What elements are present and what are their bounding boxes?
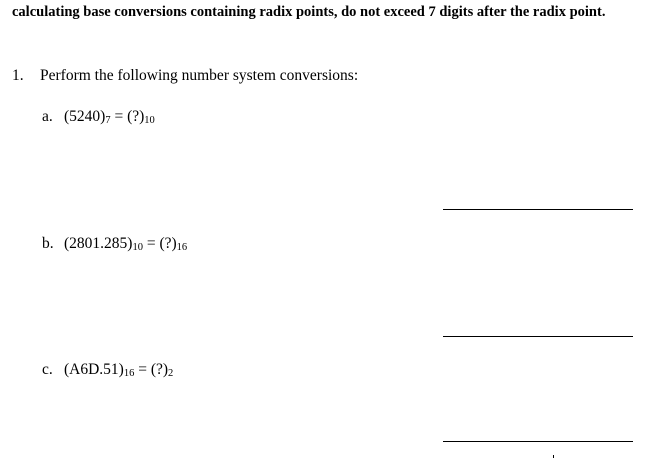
part-b — [42, 235, 187, 253]
part-b-rhs-base: 16 — [176, 242, 188, 253]
question-1 — [12, 67, 358, 85]
part-b-lhs: (2801.285) — [64, 235, 133, 252]
part-a-lhs-base: 7 — [105, 115, 111, 126]
instructions-text: calculating base conversions containing radix points, do not exceed 7 digits after the radix point. — [12, 4, 606, 20]
part-b-letter: b. — [42, 235, 54, 252]
part-a-rhs-base: 10 — [144, 115, 155, 126]
part-c-lhs: (A6D.51) — [64, 361, 124, 378]
part-b-lhs-base: 10 — [132, 242, 143, 253]
part-a-equals: = (?) — [110, 108, 145, 125]
part-b-equals: = (?) — [142, 235, 177, 252]
part-c — [42, 361, 173, 379]
question-number: 1. — [12, 67, 24, 84]
part-c-letter: c. — [42, 361, 53, 378]
part-a-answer-line[interactable] — [443, 209, 633, 210]
part-c-rhs-base: 2 — [168, 368, 174, 379]
part-b-answer-line[interactable] — [443, 336, 633, 337]
part-c-answer-line[interactable] — [443, 441, 633, 442]
part-a-lhs: (5240) — [64, 108, 106, 125]
part-a-letter: a. — [42, 108, 53, 125]
question-text: Perform the following number system conversions: — [40, 67, 359, 84]
part-a — [42, 108, 155, 126]
part-c-lhs-base: 16 — [123, 368, 135, 379]
part-c-equals: = (?) — [134, 361, 169, 378]
